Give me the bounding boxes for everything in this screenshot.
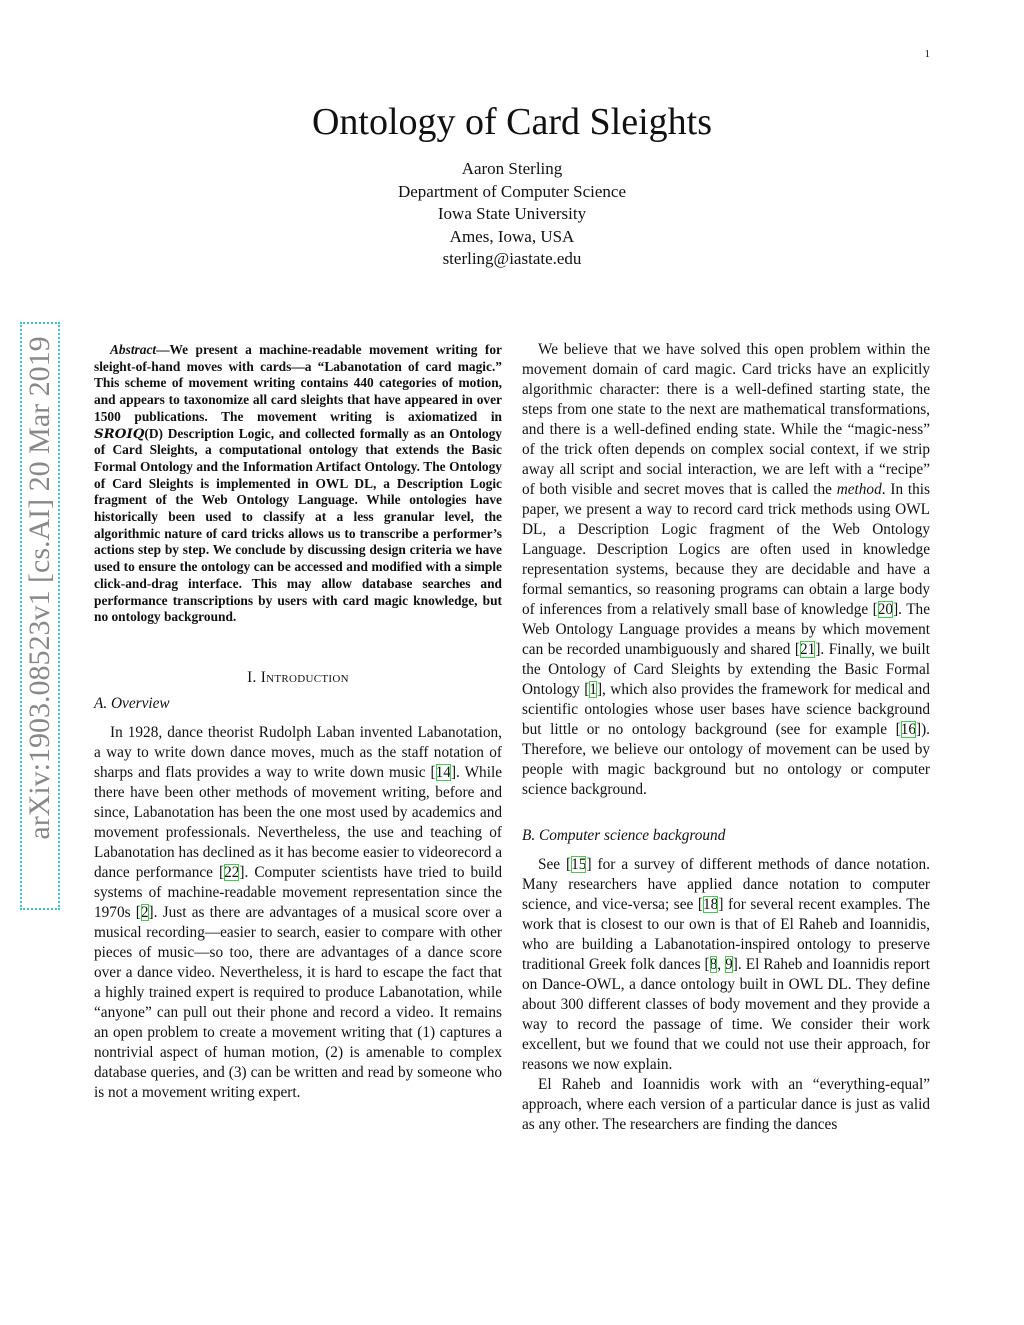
citation-link[interactable]: 16: [900, 721, 916, 738]
author-email: sterling@iastate.edu: [442, 249, 582, 268]
citation-link[interactable]: 8: [709, 956, 718, 973]
arxiv-stamp[interactable]: arXiv:1903.08523v1 [cs.AI] 20 Mar 2019: [23, 336, 56, 840]
citation-link[interactable]: 22: [224, 863, 240, 881]
author-location: Ames, Iowa, USA: [449, 226, 575, 246]
citation-link[interactable]: 2: [140, 903, 149, 921]
intro-paragraph: We believe that we have solved this open problem within the movement domain of card magic. Card tricks have an explicitly algorithmic character: there is a well-defined starting state, the steps from one state to the next are mathematical transformations, and there is a well-defined ending state. While the “magic-ness” of the trick often depends on complex social context, if we strip away all script and social interaction, we are left with a “recipe” of both visible and secret moves that is called the method. In this paper, we present a way to record card trick methods using OWL DL, a Description Logic fragment of the Web Ontology Language. Description Logics are often used in knowledge representation systems, because they are decidable and have a formal semantics, so reasoning programs can obtain a large body of inferences from a relatively small base of knowledge [20]. The Web Ontology Language provides a means by which movement can be recorded unambiguously and shared [21]. Finally, we built the Ontology of Card Sleights by extending the Basic Formal Ontology [1], which also provides the framework for medical and scientific ontologies whose user bases have science background but little or no ontology background (see for example [16]). Therefore, we believe our ontology of movement can be used by people with magic background but no ontology or computer science background.: [522, 341, 930, 798]
citation-link[interactable]: 15: [571, 856, 587, 873]
author-name: Aaron Sterling: [461, 159, 563, 178]
el-raheb-paragraph: El Raheb and Ioannidis work with an “everything-equal” approach, where each version of a particular dance is just as valid as any other. The researchers are finding the dances: [522, 1076, 930, 1133]
author-block: [0, 158, 1024, 271]
abstract: [94, 342, 502, 626]
abstract-text-cont: (D) Description Logic, and collected formally as an Ontology of Card Sleights, a computational ontology that extends the Basic Formal Ontology and the Information Artifact Ontology. The Ontology of Card Sleights is implemented in OWL DL, a Description Logic fragment of the Web Ontology Language. While ontologies have historically been used to classify at a less granular level, the algorithmic nature of card tricks allows us to transcribe a performer’s actions step by step. We conclude by discussing design criteria we have used to ensure the ontology can be accessed and modified with a simple click-and-drag interface. This may allow database searches and performance transcriptions by users with card magic knowledge, but no ontology background.: [94, 425, 502, 625]
citation-link[interactable]: 9: [725, 956, 733, 973]
section-title: Introduction: [260, 668, 349, 686]
section-heading: [94, 668, 502, 688]
author-university: Iowa State University: [437, 204, 587, 223]
emphasis-method: method: [836, 481, 882, 498]
subsection-heading-overview: A. Overview: [94, 694, 170, 712]
logic-name: SROIQ: [94, 425, 145, 442]
citation-link[interactable]: 18: [703, 896, 719, 913]
subsection-heading-cs-background: B. Computer science background: [522, 827, 726, 844]
citation-link[interactable]: 21: [800, 641, 816, 658]
abstract-text: —We present a machine-readable movement writing for sleight-of-hand moves with cards—a “Labanotation of card magic.” This scheme of movement writing contains 440 categories of motion, and appears to taxonomize all card sleights that have appeared in over 1500 publications. The movement writing is axiomatized in: [94, 342, 502, 424]
citation-link[interactable]: 20: [877, 601, 894, 618]
paper-title: Ontology of Card Sleights: [311, 101, 713, 143]
left-column: [94, 340, 502, 1103]
right-column: [522, 340, 930, 1135]
page-number: 1: [924, 48, 930, 60]
author-department: Department of Computer Science: [397, 181, 626, 201]
citation-link[interactable]: 1: [589, 681, 597, 698]
overview-paragraph: In 1928, dance theorist Rudolph Laban invented Labanotation, a way to write down dance moves, much as the staff notation of sharps and flats provides a way to write down music [14]. While there have been other methods of movement writing, before and since, Labanotation has been the one most used by academics and movement professionals. Nevertheless, the use and teaching of Labanotation has declined as it has become easier to videorecord a dance performance [22]. Computer scientists have tried to build systems of machine-readable movement representation since the 1970s [2]. Just as there are advantages of a musical score over a musical recording—easier to search, easier to compare with other pieces of music—so too, there are advantages of a dance score over a dance video. Nevertheless, it is hard to escape the fact that a highly trained expert is required to produce Labanotation, while “anyone” can pull out their phone and record a video. It remains an open problem to create a movement writing that (1) captures a nontrivial aspect of human motion, (2) is amenable to complex database queries, and (3) can be written and read by someone who is not a movement writing expert.: [94, 723, 502, 1101]
citation-link[interactable]: 14: [435, 763, 451, 781]
abstract-label: Abstract: [110, 342, 157, 357]
section-number: I.: [247, 668, 257, 686]
cs-background-paragraph: See [15] for a survey of different methods of dance notation. Many researchers have applied dance notation to computer science, and vice-versa; see [18] for several recent examples. The work that is closest to our own is that of El Raheb and Ioannidis, who are building a Labanotation-inspired ontology to preserve traditional Greek folk dances [8, 9]. El Raheb and Ioannidis report on Dance-OWL, a dance ontology built in OWL DL. They define about 300 different classes of body movement and they provide a way to record the passage of time. We consider their work excellent, but we found that we could not use their approach, for reasons we now explain.: [522, 856, 930, 1073]
